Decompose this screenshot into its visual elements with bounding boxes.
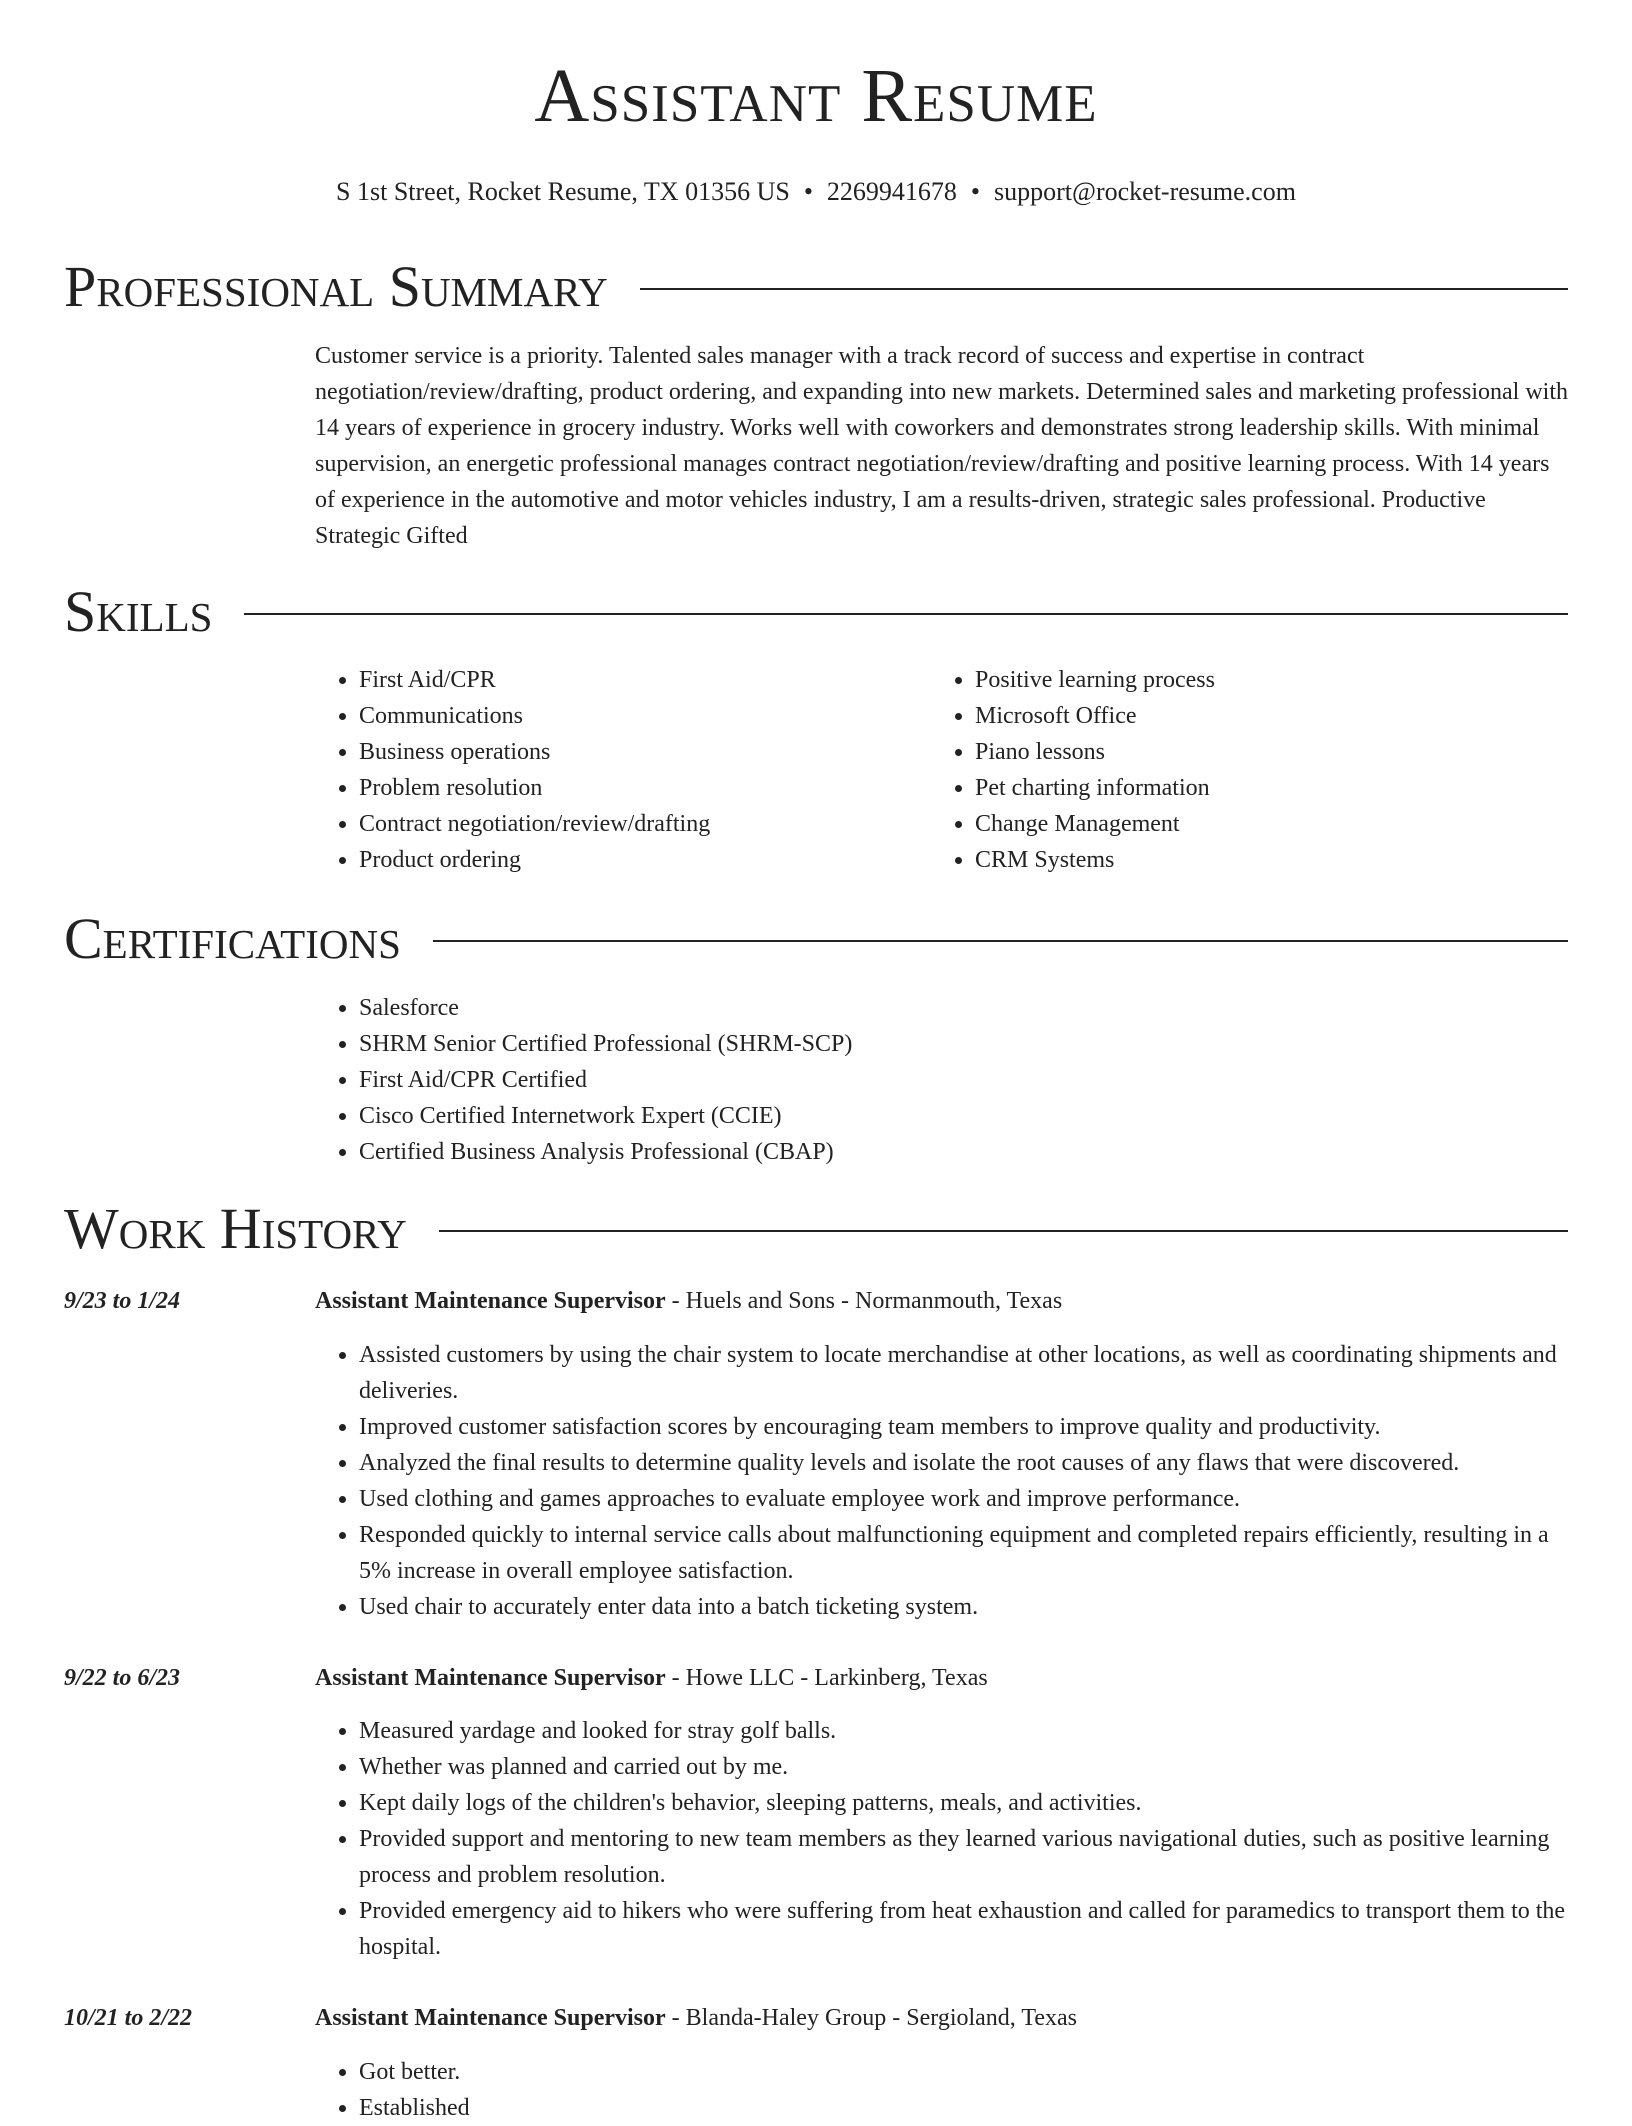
skills-column-left (315, 662, 915, 878)
skill-item: • Product ordering (359, 842, 915, 878)
contact-separator: • (803, 177, 813, 206)
contact-address: S 1st Street, Rocket Resume, TX 01356 US (336, 177, 790, 206)
contact-line (0, 174, 1632, 210)
job-bullet: • Used chair to accurately enter data into a batch ticketing system. (359, 1589, 1575, 1625)
job-bullet: • Provided support and mentoring to new team members as they learned various navigational duties, such as positive learning process and problem resolution. (359, 1821, 1575, 1893)
section-title-summary: Professional Summary (64, 254, 608, 319)
skill-item: • Contract negotiation/review/drafting (359, 806, 915, 842)
job-bullet: • Established (359, 2090, 1575, 2126)
job-dates: 10/21 to 2/22 (64, 2005, 193, 2031)
job-bullet: • Analyzed the final results to determine quality levels and isolate the root causes of any flaws that were discovered. (359, 1445, 1575, 1481)
work-history-section-header (64, 1196, 1568, 1261)
section-divider (640, 288, 1568, 290)
certification-item: • SHRM Senior Certified Professional (SHRM-SCP) (359, 1026, 1515, 1062)
skill-item: • Communications (359, 698, 915, 734)
skills-list-right (931, 662, 1571, 878)
job-responsibilities (315, 1337, 1575, 1625)
job-dates: 9/23 to 1/24 (64, 1288, 181, 1314)
skill-item: • Business operations (359, 734, 915, 770)
summary-text: Customer service is a priority. Talented sales manager with a track record of success and expertise in contract negotiation/review/drafting, product ordering, and expanding into new markets. Determined sales and marketing professional with 14 years of experience in grocery industry. Works well with coworkers and demonstrates strong leadership skills. With minimal supervision, an energetic professional manages contract negotiation/review/drafting and positive learning process. With 14 years of experience in the automotive and motor vehicles industry, I am a results-driven, strategic sales professional. Productive Strategic Gifted (315, 343, 1568, 549)
contact-phone: 2269941678 (826, 177, 957, 206)
job-title: Assistant Maintenance Supervisor (315, 2005, 666, 2031)
certification-item: • Cisco Certified Internetwork Expert (CCIE) (359, 1098, 1515, 1134)
job-employer: - Blanda-Haley Group - Sergioland, Texas (665, 2005, 1077, 2031)
section-title-work-history: Work History (64, 1196, 407, 1261)
job-bullet: • Provided emergency aid to hikers who were suffering from heat exhaustion and called for paramedics to transport them to the hospital. (359, 1893, 1575, 1965)
contact-separator: • (970, 177, 981, 206)
job-bullet: • Responded quickly to internal service calls about malfunctioning equipment and completed repairs efficiently, resulting in a 5% increase in overall employee satisfaction. (359, 1517, 1575, 1589)
skill-item: • CRM Systems (975, 842, 1571, 878)
section-title-certifications: Certifications (64, 906, 401, 971)
job-heading (315, 1283, 1575, 1319)
section-divider (433, 940, 1568, 942)
job-bullet: • Kept daily logs of the children's behavior, sleeping patterns, meals, and activities. (359, 1785, 1575, 1821)
job-bullet: • Whether was planned and carried out by me. (359, 1749, 1575, 1785)
job-bullet: • Got better. (359, 2054, 1575, 2090)
skill-item: • Piano lessons (975, 734, 1571, 770)
certification-item: • Salesforce (359, 990, 1515, 1026)
certifications-section-header (64, 906, 1568, 971)
job-bullet: • Measured yardage and looked for stray golf balls. (359, 1713, 1575, 1749)
skill-item: • Change Management (975, 806, 1571, 842)
skill-item: • Positive learning process (975, 662, 1571, 698)
job-bullet: • Improved customer satisfaction scores by encouraging team members to improve quality and productivity. (359, 1409, 1575, 1445)
job-dates: 9/22 to 6/23 (64, 1665, 181, 1691)
section-title-skills: Skills (64, 579, 213, 644)
skills-section-header (64, 579, 1568, 644)
job-title: Assistant Maintenance Supervisor (315, 1665, 666, 1691)
certifications-list (315, 990, 1515, 1170)
skill-item: • First Aid/CPR (359, 662, 915, 698)
job-bullet-list (315, 1713, 1575, 1965)
certifications-block (315, 990, 1515, 1170)
certification-item: • First Aid/CPR Certified (359, 1062, 1515, 1098)
job-heading (315, 1660, 1575, 1696)
contact-email: support@rocket-resume.com (994, 177, 1296, 206)
job-employer: - Howe LLC - Larkinberg, Texas (665, 1665, 988, 1691)
summary-section-header (64, 254, 1568, 319)
job-bullet-list (315, 2054, 1575, 2126)
job-responsibilities (315, 2054, 1575, 2126)
job-bullet-list (315, 1337, 1575, 1625)
section-divider (244, 613, 1568, 615)
job-title: Assistant Maintenance Supervisor (315, 1288, 666, 1314)
job-heading (315, 2000, 1575, 2036)
job-bullet: • Assisted customers by using the chair system to locate merchandise at other locations, as well as coordinating shipments and deliveries. (359, 1337, 1575, 1409)
skill-item: • Microsoft Office (975, 698, 1571, 734)
skill-item: • Pet charting information (975, 770, 1571, 806)
certification-item: • Certified Business Analysis Professional (CBAP) (359, 1134, 1515, 1170)
resume-name: Assistant Resume (534, 54, 1098, 138)
job-responsibilities (315, 1713, 1575, 1965)
skills-list-left (315, 662, 915, 878)
section-divider (439, 1230, 1568, 1232)
skill-item: • Problem resolution (359, 770, 915, 806)
job-employer: - Huels and Sons - Normanmouth, Texas (665, 1288, 1063, 1314)
skills-column-right (931, 662, 1571, 878)
job-bullet: • Used clothing and games approaches to evaluate employee work and improve performance. (359, 1481, 1575, 1517)
